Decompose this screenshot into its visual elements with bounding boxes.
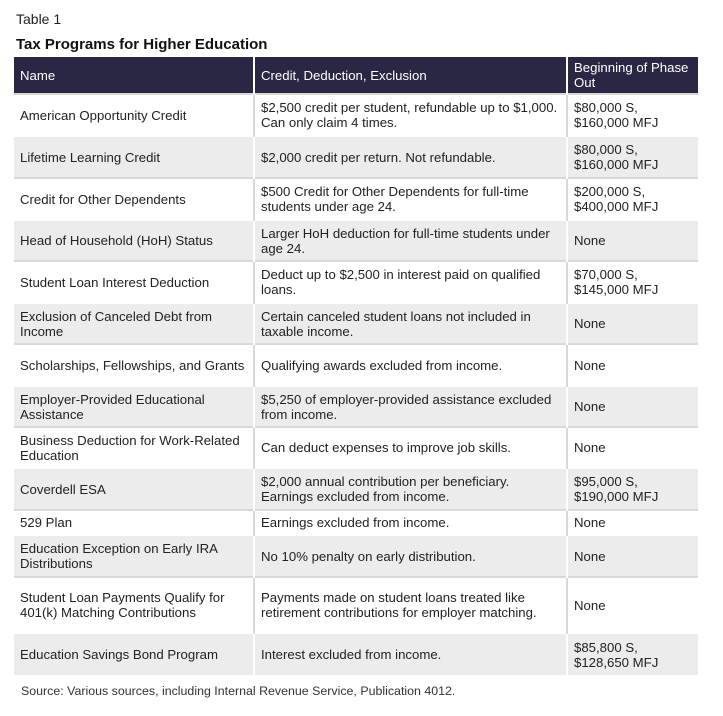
table-label: Table 1: [16, 11, 62, 27]
table-row: [14, 633, 698, 675]
phase-out-cell: None: [567, 344, 698, 386]
credit-deduction-cell: Qualifying awards excluded from income.: [254, 344, 567, 386]
phase-out-cell: $85,800 S, $128,650 MFJ: [567, 633, 698, 675]
phase-out-cell: None: [567, 220, 698, 261]
table-row: [14, 220, 698, 261]
header-row: [14, 57, 698, 94]
credit-deduction-cell: $2,000 credit per return. Not refundable.: [254, 136, 567, 178]
program-name-cell: Exclusion of Canceled Debt from Income: [14, 303, 254, 344]
credit-deduction-cell: $5,250 of employer-provided assistance excluded from income.: [254, 386, 567, 427]
phase-out-cell: None: [567, 427, 698, 468]
phase-out-cell: $200,000 S, $400,000 MFJ: [567, 178, 698, 220]
table-row: [14, 535, 698, 577]
program-name-cell: Student Loan Payments Qualify for 401(k) Matching Contributions: [14, 577, 254, 633]
phase-out-cell: $95,000 S, $190,000 MFJ: [567, 468, 698, 510]
table-row: [14, 510, 698, 535]
program-name-cell: Education Exception on Early IRA Distributions: [14, 535, 254, 577]
table-row: [14, 94, 698, 136]
table-row: [14, 577, 698, 633]
table-row: [14, 136, 698, 178]
table-row: [14, 261, 698, 303]
table-body: [14, 94, 698, 675]
program-name-cell: Education Savings Bond Program: [14, 633, 254, 675]
program-name-cell: Business Deduction for Work-Related Education: [14, 427, 254, 468]
credit-deduction-cell: No 10% penalty on early distribution.: [254, 535, 567, 577]
program-name-cell: Student Loan Interest Deduction: [14, 261, 254, 303]
phase-out-cell: $80,000 S, $160,000 MFJ: [567, 136, 698, 178]
header-phase-out: Beginning of Phase Out: [567, 57, 698, 94]
table-row: [14, 344, 698, 386]
table-header: [14, 57, 698, 94]
program-name-cell: Head of Household (HoH) Status: [14, 220, 254, 261]
program-name-cell: Credit for Other Dependents: [14, 178, 254, 220]
table-row: [14, 303, 698, 344]
source-note: Source: Various sources, including Internal Revenue Service, Publication 4012.: [21, 684, 456, 698]
credit-deduction-cell: $2,500 credit per student, refundable up to $1,000. Can only claim 4 times.: [254, 94, 567, 136]
phase-out-cell: $70,000 S, $145,000 MFJ: [567, 261, 698, 303]
credit-deduction-cell: Payments made on student loans treated like retirement contributions for employer matching.: [254, 577, 567, 633]
table-row: [14, 178, 698, 220]
program-name-cell: Coverdell ESA: [14, 468, 254, 510]
table-row: [14, 427, 698, 468]
header-name: Name: [14, 57, 254, 94]
credit-deduction-cell: Deduct up to $2,500 in interest paid on qualified loans.: [254, 261, 567, 303]
program-name-cell: Lifetime Learning Credit: [14, 136, 254, 178]
table-row: [14, 386, 698, 427]
table-title: Tax Programs for Higher Education: [16, 36, 268, 53]
credit-deduction-cell: Larger HoH deduction for full-time students under age 24.: [254, 220, 567, 261]
credit-deduction-cell: Interest excluded from income.: [254, 633, 567, 675]
phase-out-cell: None: [567, 535, 698, 577]
credit-deduction-cell: $2,000 annual contribution per beneficiary. Earnings excluded from income.: [254, 468, 567, 510]
credit-deduction-cell: Certain canceled student loans not included in taxable income.: [254, 303, 567, 344]
tax-programs-table: [14, 57, 698, 675]
header-credit: Credit, Deduction, Exclusion: [254, 57, 567, 94]
credit-deduction-cell: Earnings excluded from income.: [254, 510, 567, 535]
phase-out-cell: None: [567, 386, 698, 427]
phase-out-cell: None: [567, 510, 698, 535]
phase-out-cell: None: [567, 303, 698, 344]
program-name-cell: American Opportunity Credit: [14, 94, 254, 136]
credit-deduction-cell: Can deduct expenses to improve job skills.: [254, 427, 567, 468]
credit-deduction-cell: $500 Credit for Other Dependents for full-time students under age 24.: [254, 178, 567, 220]
phase-out-cell: $80,000 S, $160,000 MFJ: [567, 94, 698, 136]
program-name-cell: Scholarships, Fellowships, and Grants: [14, 344, 254, 386]
phase-out-cell: None: [567, 577, 698, 633]
program-name-cell: 529 Plan: [14, 510, 254, 535]
program-name-cell: Employer-Provided Educational Assistance: [14, 386, 254, 427]
table-row: [14, 468, 698, 510]
